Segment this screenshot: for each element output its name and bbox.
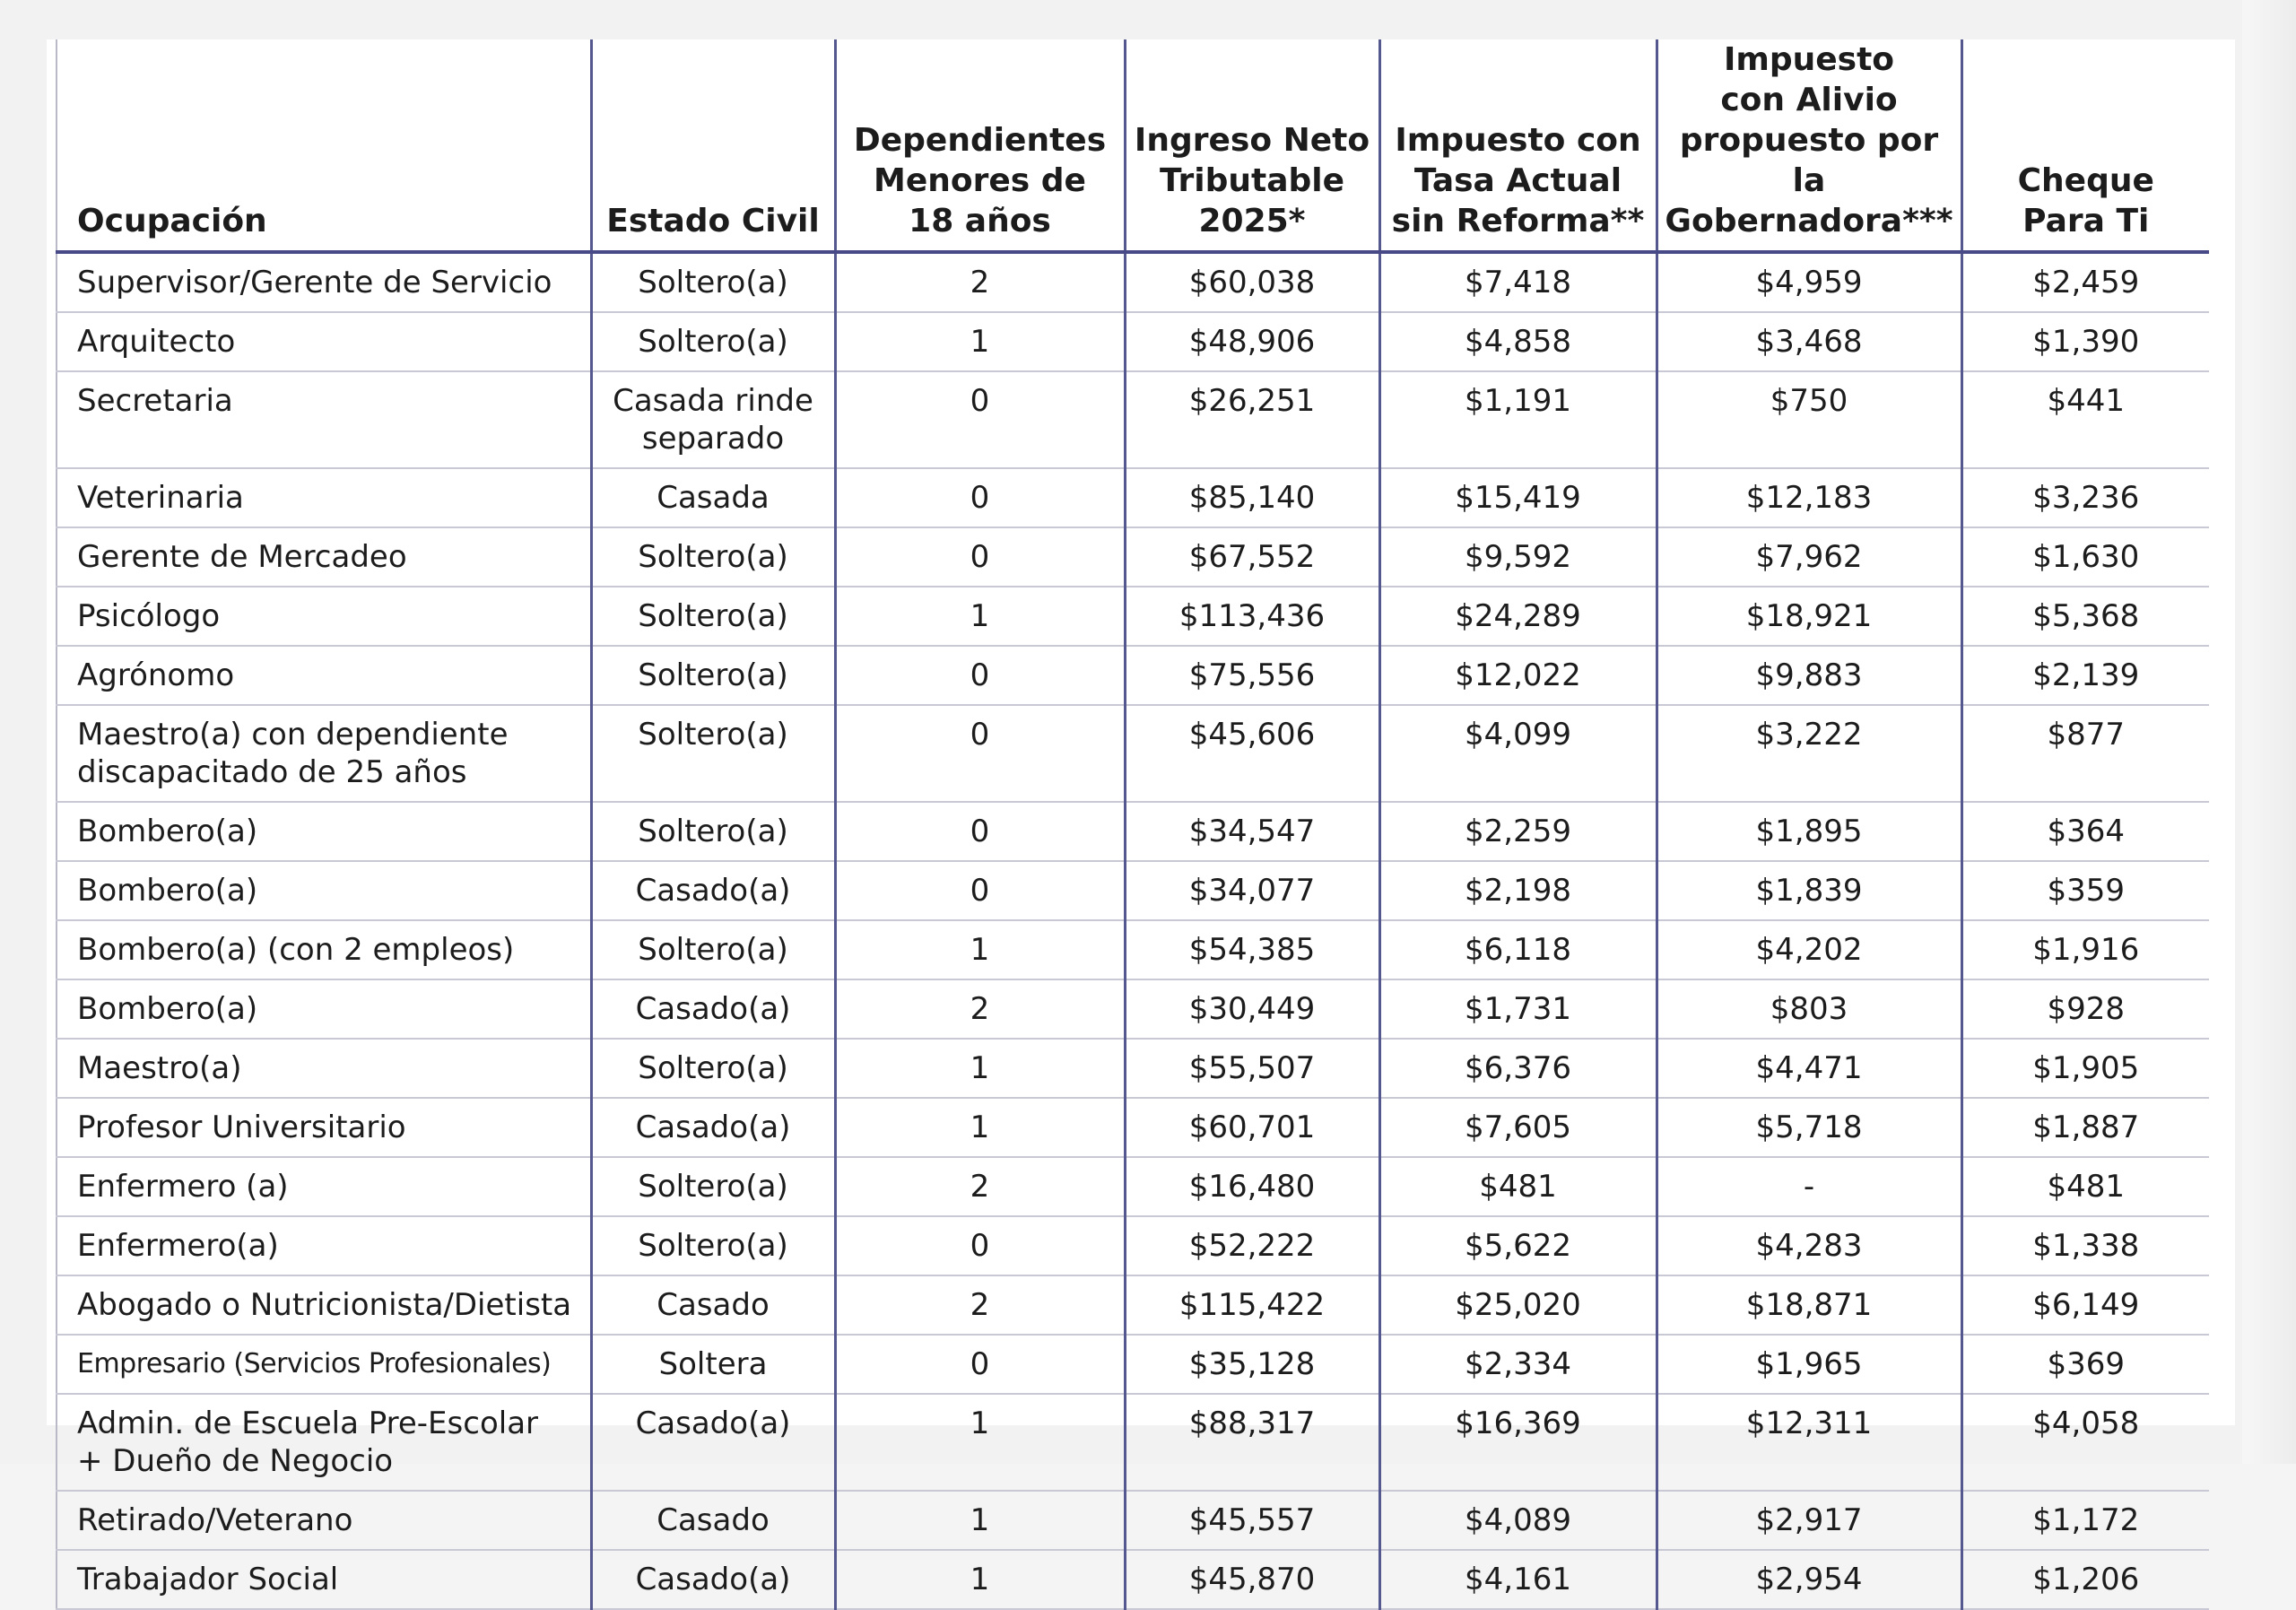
table-row [57, 252, 2209, 312]
cell-impuesto-alivio: $1,839 [1657, 861, 1961, 920]
table-row [57, 920, 2209, 979]
cell-cheque: $1,390 [1961, 312, 2209, 371]
cell-ocupacion: Empresario (Servicios Profesionales) [57, 1335, 591, 1394]
cell-ocupacion: Trabajador Social [57, 1550, 591, 1609]
cell-ocupacion: Gerente de Mercadeo [57, 527, 591, 587]
cell-impuesto-actual: $12,022 [1379, 646, 1657, 705]
cell-ocupacion: Bombero(a) [57, 802, 591, 861]
cell-estado-civil: Soltero(a) [591, 646, 835, 705]
cell-dependientes: 1 [835, 587, 1125, 646]
header-impuesto-alivio: Impuesto con Alivio propuesto por la Gobernadora*** [1657, 39, 1961, 252]
cell-impuesto-alivio: $5,718 [1657, 1098, 1961, 1157]
cell-ingreso-neto: $60,701 [1125, 1098, 1379, 1157]
cell-estado-civil: Casado(a) [591, 861, 835, 920]
cell-ingreso-neto: $45,557 [1125, 1491, 1379, 1550]
cell-impuesto-alivio: $9,883 [1657, 646, 1961, 705]
cell-estado-civil: Soltero(a) [591, 527, 835, 587]
cell-impuesto-alivio: $2,954 [1657, 1550, 1961, 1609]
cell-ingreso-neto: $30,449 [1125, 979, 1379, 1039]
cell-ocupacion: Abogado o Nutricionista/Dietista [57, 1275, 591, 1335]
cell-impuesto-alivio: - [1657, 1157, 1961, 1216]
cell-dependientes: 1 [835, 1550, 1125, 1609]
cell-ingreso-neto: $67,552 [1125, 527, 1379, 587]
cell-dependientes: 1 [835, 312, 1125, 371]
cell-impuesto-alivio: $18,871 [1657, 1275, 1961, 1335]
cell-impuesto-actual: $1,191 [1379, 371, 1657, 468]
cell-cheque: $364 [1961, 802, 2209, 861]
cell-cheque: $1,630 [1961, 527, 2209, 587]
cell-ocupacion: Profesor Universitario [57, 1098, 591, 1157]
cell-estado-civil: Casado [591, 1491, 835, 1550]
table-row [57, 1335, 2209, 1394]
cell-impuesto-alivio: $12,311 [1657, 1394, 1961, 1491]
cell-impuesto-actual: $24,289 [1379, 587, 1657, 646]
header-estado-civil: Estado Civil [591, 39, 835, 252]
cell-ingreso-neto: $88,317 [1125, 1394, 1379, 1491]
table-row [57, 587, 2209, 646]
cell-impuesto-alivio: $12,183 [1657, 468, 1961, 527]
cell-ocupacion: Bombero(a) [57, 979, 591, 1039]
cell-impuesto-actual: $6,118 [1379, 920, 1657, 979]
cell-dependientes: 2 [835, 1157, 1125, 1216]
table-row [57, 861, 2209, 920]
cell-ocupacion: Arquitecto [57, 312, 591, 371]
cell-impuesto-actual: $2,259 [1379, 802, 1657, 861]
cell-dependientes: 1 [835, 1394, 1125, 1491]
cell-estado-civil: Casado(a) [591, 1098, 835, 1157]
cell-dependientes: 1 [835, 920, 1125, 979]
cell-estado-civil: Casado(a) [591, 979, 835, 1039]
cell-cheque: $481 [1961, 1157, 2209, 1216]
cell-ocupacion: Retirado/Veterano [57, 1491, 591, 1550]
table-header-row [57, 39, 2209, 252]
table-row [57, 1157, 2209, 1216]
cell-cheque: $1,206 [1961, 1550, 2209, 1609]
header-impuesto-actual: Impuesto con Tasa Actual sin Reforma** [1379, 39, 1657, 252]
cell-ingreso-neto: $75,556 [1125, 646, 1379, 705]
cell-dependientes: 0 [835, 646, 1125, 705]
cell-impuesto-alivio: $1,965 [1657, 1335, 1961, 1394]
cell-dependientes: 0 [835, 705, 1125, 802]
cell-ingreso-neto: $52,222 [1125, 1216, 1379, 1275]
cell-dependientes: 2 [835, 1275, 1125, 1335]
cell-dependientes: 0 [835, 861, 1125, 920]
cell-impuesto-actual: $7,418 [1379, 252, 1657, 312]
cell-cheque: $1,172 [1961, 1491, 2209, 1550]
header-cheque-para-ti: Cheque Para Ti [1961, 39, 2209, 252]
cell-impuesto-actual: $15,419 [1379, 468, 1657, 527]
cell-impuesto-actual: $4,089 [1379, 1491, 1657, 1550]
cell-estado-civil: Soltero(a) [591, 705, 835, 802]
cell-impuesto-actual: $4,858 [1379, 312, 1657, 371]
cell-cheque: $4,058 [1961, 1394, 2209, 1491]
cell-impuesto-alivio: $4,202 [1657, 920, 1961, 979]
cell-impuesto-actual: $25,020 [1379, 1275, 1657, 1335]
cell-ingreso-neto: $45,606 [1125, 705, 1379, 802]
table-row [57, 1550, 2209, 1609]
cell-dependientes: 2 [835, 979, 1125, 1039]
cell-estado-civil: Casado(a) [591, 1394, 835, 1491]
cell-estado-civil: Casada rinde separado [591, 371, 835, 468]
tax-relief-table [56, 39, 2209, 1610]
cell-impuesto-actual: $7,605 [1379, 1098, 1657, 1157]
background-watermark [2242, 0, 2296, 1464]
cell-cheque: $2,459 [1961, 252, 2209, 312]
cell-dependientes: 1 [835, 1039, 1125, 1098]
cell-ingreso-neto: $26,251 [1125, 371, 1379, 468]
cell-ingreso-neto: $34,547 [1125, 802, 1379, 861]
cell-ingreso-neto: $54,385 [1125, 920, 1379, 979]
table-row [57, 468, 2209, 527]
cell-cheque: $3,236 [1961, 468, 2209, 527]
cell-ingreso-neto: $48,906 [1125, 312, 1379, 371]
cell-dependientes: 0 [835, 1216, 1125, 1275]
cell-impuesto-alivio: $1,895 [1657, 802, 1961, 861]
table-row [57, 705, 2209, 802]
cell-dependientes: 0 [835, 527, 1125, 587]
cell-estado-civil: Soltero(a) [591, 587, 835, 646]
cell-ocupacion: Psicólogo [57, 587, 591, 646]
header-ingreso-neto: Ingreso Neto Tributable 2025* [1125, 39, 1379, 252]
table-row [57, 1394, 2209, 1491]
cell-impuesto-alivio: $3,222 [1657, 705, 1961, 802]
cell-ocupacion: Admin. de Escuela Pre-Escolar + Dueño de Negocio [57, 1394, 591, 1491]
cell-impuesto-alivio: $4,471 [1657, 1039, 1961, 1098]
cell-estado-civil: Soltero(a) [591, 1157, 835, 1216]
cell-ingreso-neto: $16,480 [1125, 1157, 1379, 1216]
cell-dependientes: 0 [835, 468, 1125, 527]
cell-estado-civil: Soltero(a) [591, 1216, 835, 1275]
cell-impuesto-actual: $4,099 [1379, 705, 1657, 802]
cell-estado-civil: Soltero(a) [591, 802, 835, 861]
table-row [57, 527, 2209, 587]
cell-estado-civil: Soltero(a) [591, 1039, 835, 1098]
cell-estado-civil: Soltera [591, 1335, 835, 1394]
cell-cheque: $441 [1961, 371, 2209, 468]
cell-dependientes: 0 [835, 371, 1125, 468]
cell-ingreso-neto: $115,422 [1125, 1275, 1379, 1335]
cell-estado-civil: Casado [591, 1275, 835, 1335]
cell-impuesto-actual: $16,369 [1379, 1394, 1657, 1491]
cell-cheque: $359 [1961, 861, 2209, 920]
cell-impuesto-actual: $481 [1379, 1157, 1657, 1216]
cell-impuesto-alivio: $750 [1657, 371, 1961, 468]
cell-cheque: $1,905 [1961, 1039, 2209, 1098]
cell-cheque: $928 [1961, 979, 2209, 1039]
cell-impuesto-actual: $9,592 [1379, 527, 1657, 587]
cell-impuesto-alivio: $2,917 [1657, 1491, 1961, 1550]
table-row [57, 1039, 2209, 1098]
cell-ocupacion: Maestro(a) con dependiente discapacitado de 25 años [57, 705, 591, 802]
cell-cheque: $5,368 [1961, 587, 2209, 646]
cell-impuesto-alivio: $4,283 [1657, 1216, 1961, 1275]
cell-cheque: $369 [1961, 1335, 2209, 1394]
cell-cheque: $6,149 [1961, 1275, 2209, 1335]
table-row [57, 802, 2209, 861]
cell-cheque: $2,139 [1961, 646, 2209, 705]
cell-ocupacion: Bombero(a) [57, 861, 591, 920]
cell-ocupacion: Agrónomo [57, 646, 591, 705]
cell-impuesto-actual: $2,334 [1379, 1335, 1657, 1394]
cell-impuesto-alivio: $7,962 [1657, 527, 1961, 587]
cell-ocupacion: Maestro(a) [57, 1039, 591, 1098]
cell-estado-civil: Soltero(a) [591, 312, 835, 371]
table-row [57, 371, 2209, 468]
table-row [57, 979, 2209, 1039]
cell-cheque: $1,338 [1961, 1216, 2209, 1275]
tax-table-sheet [47, 39, 2235, 1597]
cell-dependientes: 0 [835, 1335, 1125, 1394]
cell-cheque: $1,887 [1961, 1098, 2209, 1157]
cell-estado-civil: Soltero(a) [591, 252, 835, 312]
cell-dependientes: 1 [835, 1491, 1125, 1550]
cell-cheque: $1,916 [1961, 920, 2209, 979]
cell-estado-civil: Casada [591, 468, 835, 527]
cell-impuesto-alivio: $18,921 [1657, 587, 1961, 646]
cell-estado-civil: Casado(a) [591, 1550, 835, 1609]
cell-impuesto-alivio: $803 [1657, 979, 1961, 1039]
cell-ingreso-neto: $35,128 [1125, 1335, 1379, 1394]
cell-ingreso-neto: $55,507 [1125, 1039, 1379, 1098]
cell-impuesto-actual: $1,731 [1379, 979, 1657, 1039]
header-ocupacion: Ocupación [57, 39, 591, 252]
cell-ocupacion: Supervisor/Gerente de Servicio [57, 252, 591, 312]
cell-ocupacion: Enfermero(a) [57, 1216, 591, 1275]
cell-ingreso-neto: $34,077 [1125, 861, 1379, 920]
cell-ocupacion: Secretaria [57, 371, 591, 468]
table-row [57, 312, 2209, 371]
cell-ingreso-neto: $60,038 [1125, 252, 1379, 312]
cell-dependientes: 2 [835, 252, 1125, 312]
cell-ocupacion: Bombero(a) (con 2 empleos) [57, 920, 591, 979]
cell-impuesto-alivio: $4,959 [1657, 252, 1961, 312]
table-row [57, 1275, 2209, 1335]
cell-impuesto-alivio: $3,468 [1657, 312, 1961, 371]
cell-dependientes: 1 [835, 1098, 1125, 1157]
cell-ocupacion: Enfermero (a) [57, 1157, 591, 1216]
cell-impuesto-actual: $5,622 [1379, 1216, 1657, 1275]
cell-impuesto-actual: $2,198 [1379, 861, 1657, 920]
cell-ingreso-neto: $85,140 [1125, 468, 1379, 527]
cell-ingreso-neto: $113,436 [1125, 587, 1379, 646]
cell-ingreso-neto: $45,870 [1125, 1550, 1379, 1609]
cell-dependientes: 0 [835, 802, 1125, 861]
cell-impuesto-actual: $6,376 [1379, 1039, 1657, 1098]
cell-ocupacion: Veterinaria [57, 468, 591, 527]
header-dependientes: Dependientes Menores de 18 años [835, 39, 1125, 252]
cell-impuesto-actual: $4,161 [1379, 1550, 1657, 1609]
table-row [57, 1098, 2209, 1157]
table-row [57, 646, 2209, 705]
cell-estado-civil: Soltero(a) [591, 920, 835, 979]
table-row [57, 1491, 2209, 1550]
table-row [57, 1216, 2209, 1275]
table-body [57, 252, 2209, 1609]
cell-cheque: $877 [1961, 705, 2209, 802]
